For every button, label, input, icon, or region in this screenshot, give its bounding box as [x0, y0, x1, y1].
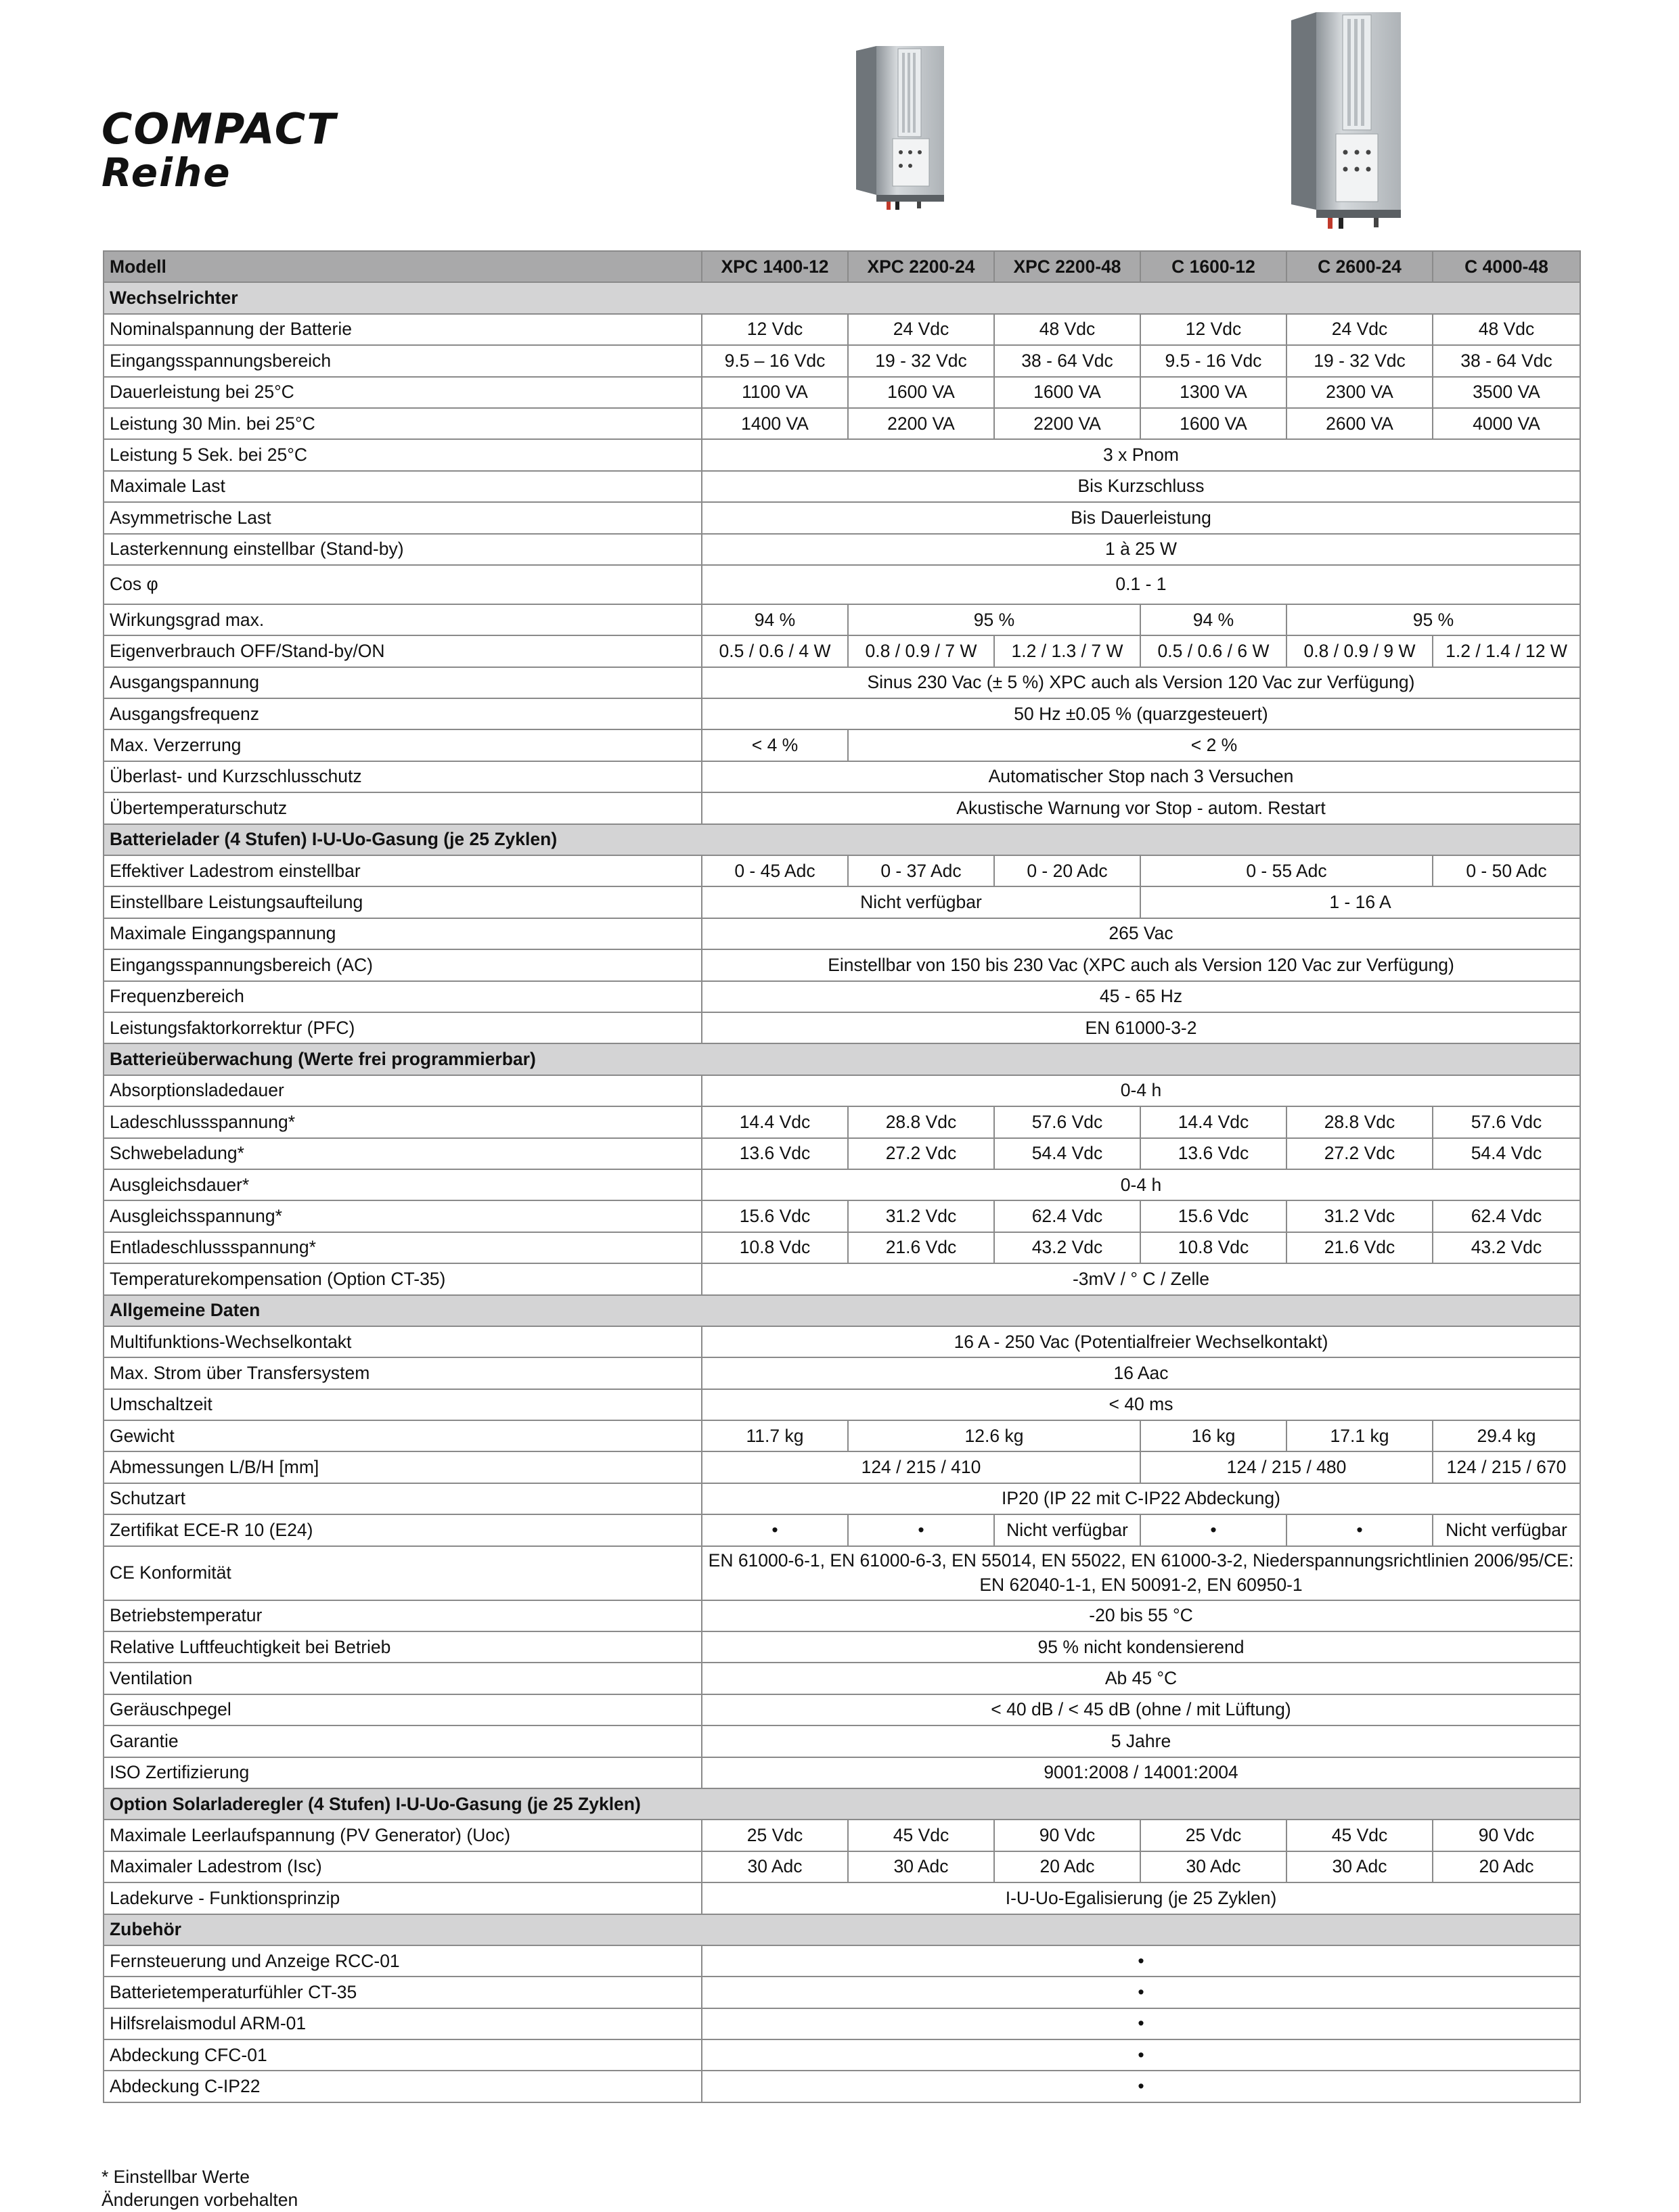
row-value: Sinus 230 Vac (± 5 %) XPC auch als Version 120 Vac zur Verfügung) [702, 667, 1580, 698]
row-value: 2200 VA [994, 408, 1140, 439]
row-value: EN 61000-6-1, EN 61000-6-3, EN 55014, EN 55022, EN 61000-3-2, Niederspannungsrichtlinien 2006/95/CE: EN 62040-1-1, EN 50091-2, EN 60950-1 [702, 1546, 1580, 1600]
row-label: Umschaltzeit [104, 1389, 702, 1420]
row-label: Maximale Leerlaufspannung (PV Generator) (Uoc) [104, 1820, 702, 1851]
row-label: Entladeschlussspannung* [104, 1232, 702, 1263]
row-value: 0 - 20 Adc [994, 855, 1140, 886]
table-row [104, 1483, 1580, 1514]
section-title: Batterielader (4 Stufen) I-U-Uo-Gasung (je 25 Zyklen) [104, 824, 1580, 855]
row-label: Max. Verzerrung [104, 729, 702, 761]
table-row [104, 345, 1580, 376]
table-row [104, 502, 1580, 533]
row-label: Eingangsspannungsbereich (AC) [104, 949, 702, 980]
row-value: 30 Adc [1286, 1851, 1433, 1882]
row-value: 95 % nicht kondensierend [702, 1631, 1580, 1663]
row-label: Dauerleistung bei 25°C [104, 377, 702, 408]
section-header-row [104, 824, 1580, 855]
row-value: 9.5 – 16 Vdc [702, 345, 848, 376]
row-label: Leistung 5 Sek. bei 25°C [104, 439, 702, 470]
row-label: Betriebstemperatur [104, 1600, 702, 1631]
row-value: 13.6 Vdc [1140, 1138, 1286, 1169]
row-value: 0 - 37 Adc [848, 855, 994, 886]
row-label: Maximale Eingangspannung [104, 918, 702, 949]
row-value: 12.6 kg [848, 1420, 1140, 1451]
row-value: 31.2 Vdc [848, 1200, 994, 1232]
table-row [104, 1232, 1580, 1263]
row-value: 1 - 16 A [1140, 886, 1580, 918]
row-value: 265 Vac [702, 918, 1580, 949]
row-value: 29.4 kg [1433, 1420, 1580, 1451]
row-label: Fernsteuerung und Anzeige RCC-01 [104, 1945, 702, 1977]
inverter-small-photo [849, 41, 951, 210]
column-header-model: Modell [104, 251, 702, 282]
row-label: Ausgleichsspannung* [104, 1200, 702, 1232]
row-label: Wirkungsgrad max. [104, 604, 702, 635]
row-value: 43.2 Vdc [994, 1232, 1140, 1263]
row-value: 45 Vdc [1286, 1820, 1433, 1851]
table-row [104, 2039, 1580, 2071]
row-label: Abmessungen L/B/H [mm] [104, 1451, 702, 1483]
row-value: 124 / 215 / 480 [1140, 1451, 1433, 1483]
row-value: 57.6 Vdc [1433, 1106, 1580, 1137]
row-label: Absorptionsladedauer [104, 1075, 702, 1106]
row-value: 11.7 kg [702, 1420, 848, 1451]
table-row [104, 1420, 1580, 1451]
row-value: 1100 VA [702, 377, 848, 408]
row-value: 43.2 Vdc [1433, 1232, 1580, 1263]
row-label: Lasterkennung einstellbar (Stand-by) [104, 534, 702, 565]
row-value: 0 - 55 Adc [1140, 855, 1433, 886]
table-row [104, 1514, 1580, 1545]
table-row [104, 314, 1580, 345]
section-header-row [104, 1788, 1580, 1820]
row-value: 28.8 Vdc [1286, 1106, 1433, 1137]
row-value: 20 Adc [1433, 1851, 1580, 1882]
table-row [104, 1851, 1580, 1882]
row-value: 50 Hz ±0.05 % (quarzgesteuert) [702, 698, 1580, 729]
row-label: Multifunktions-Wechselkontakt [104, 1326, 702, 1357]
row-label: Abdeckung CFC-01 [104, 2039, 702, 2071]
row-label: Schwebeladung* [104, 1138, 702, 1169]
row-label: Maximaler Ladestrom (Isc) [104, 1851, 702, 1882]
table-row [104, 1169, 1580, 1200]
row-value: • [1140, 1514, 1286, 1545]
row-value: • [702, 2008, 1580, 2039]
row-value: 1 à 25 W [702, 534, 1580, 565]
row-value: 45 Vdc [848, 1820, 994, 1851]
row-value: 2200 VA [848, 408, 994, 439]
table-row [104, 471, 1580, 502]
row-label: Ausgangspannung [104, 667, 702, 698]
row-label: Eigenverbrauch OFF/Stand-by/ON [104, 635, 702, 667]
row-value: 62.4 Vdc [1433, 1200, 1580, 1232]
specification-table [103, 250, 1581, 2103]
row-label: Abdeckung C-IP22 [104, 2071, 702, 2102]
row-value: 21.6 Vdc [1286, 1232, 1433, 1263]
footnote-adjustable: * Einstellbar Werte [102, 2167, 250, 2187]
row-value: I-U-Uo-Egalisierung (je 25 Zyklen) [702, 1882, 1580, 1914]
row-value: 48 Vdc [1433, 314, 1580, 345]
row-label: Ausgangsfrequenz [104, 698, 702, 729]
footnote-changes-reserved: Änderungen vorbehalten [102, 2190, 298, 2211]
row-value: 27.2 Vdc [1286, 1138, 1433, 1169]
row-value: 94 % [1140, 604, 1286, 635]
table-row [104, 1820, 1580, 1851]
row-value: 0.8 / 0.9 / 9 W [1286, 635, 1433, 667]
row-value: 90 Vdc [1433, 1820, 1580, 1851]
row-value: • [702, 2039, 1580, 2071]
table-row [104, 1326, 1580, 1357]
row-value: 0-4 h [702, 1169, 1580, 1200]
table-row [104, 1694, 1580, 1725]
section-title: Batterieüberwachung (Werte frei programmierbar) [104, 1043, 1580, 1075]
row-label: Ladekurve - Funktionsprinzip [104, 1882, 702, 1914]
row-value: 124 / 215 / 410 [702, 1451, 1140, 1483]
row-value: 15.6 Vdc [702, 1200, 848, 1232]
row-value: 124 / 215 / 670 [1433, 1451, 1580, 1483]
row-value: Einstellbar von 150 bis 230 Vac (XPC auch als Version 120 Vac zur Verfügung) [702, 949, 1580, 980]
row-value: 16 kg [1140, 1420, 1286, 1451]
row-value: 1.2 / 1.3 / 7 W [994, 635, 1140, 667]
row-value: 1400 VA [702, 408, 848, 439]
row-value: EN 61000-3-2 [702, 1012, 1580, 1043]
section-header-row [104, 1043, 1580, 1075]
table-row [104, 2071, 1580, 2102]
row-value: 16 A - 250 Vac (Potentialfreier Wechselkontakt) [702, 1326, 1580, 1357]
row-value: 1600 VA [848, 377, 994, 408]
row-value: 0.5 / 0.6 / 4 W [702, 635, 848, 667]
row-value: 38 - 64 Vdc [1433, 345, 1580, 376]
table-row [104, 667, 1580, 698]
row-value: 16 Aac [702, 1357, 1580, 1389]
row-value: < 2 % [848, 729, 1580, 761]
section-header-row [104, 282, 1580, 313]
title-line-1: COMPACT [102, 104, 337, 154]
table-row [104, 1075, 1580, 1106]
table-row [104, 635, 1580, 667]
table-row [104, 1663, 1580, 1694]
row-label: Relative Luftfeuchtigkeit bei Betrieb [104, 1631, 702, 1663]
row-value: 10.8 Vdc [702, 1232, 848, 1263]
row-label: Cos φ [104, 565, 702, 604]
row-value: 12 Vdc [1140, 314, 1286, 345]
table-row [104, 1882, 1580, 1914]
row-value: • [1286, 1514, 1433, 1545]
section-title: Option Solarladeregler (4 Stufen) I-U-Uo-Gasung (je 25 Zyklen) [104, 1788, 1580, 1820]
table-row [104, 1631, 1580, 1663]
row-value: 31.2 Vdc [1286, 1200, 1433, 1232]
row-label: Zertifikat ECE-R 10 (E24) [104, 1514, 702, 1545]
table-row [104, 981, 1580, 1012]
row-label: Ladeschlussspannung* [104, 1106, 702, 1137]
row-value: < 40 ms [702, 1389, 1580, 1420]
row-value: 9.5 - 16 Vdc [1140, 345, 1286, 376]
row-value: 19 - 32 Vdc [1286, 345, 1433, 376]
row-value: 5 Jahre [702, 1725, 1580, 1757]
row-label: Ausgleichsdauer* [104, 1169, 702, 1200]
row-label: Temperaturekompensation (Option CT-35) [104, 1263, 702, 1294]
row-value: 0.1 - 1 [702, 565, 1580, 604]
row-value: 38 - 64 Vdc [994, 345, 1140, 376]
row-value: 2600 VA [1286, 408, 1433, 439]
row-value: 95 % [1286, 604, 1580, 635]
row-value: 20 Adc [994, 1851, 1140, 1882]
row-value: Bis Dauerleistung [702, 502, 1580, 533]
row-label: Gewicht [104, 1420, 702, 1451]
row-value: 13.6 Vdc [702, 1138, 848, 1169]
row-value: 94 % [702, 604, 848, 635]
row-label: Frequenzbereich [104, 981, 702, 1012]
table-row [104, 1725, 1580, 1757]
table-row [104, 1263, 1580, 1294]
row-value: -3mV / ° C / Zelle [702, 1263, 1580, 1294]
row-value: • [702, 1514, 848, 1545]
row-value: 24 Vdc [848, 314, 994, 345]
row-value: 12 Vdc [702, 314, 848, 345]
row-value: IP20 (IP 22 mit C-IP22 Abdeckung) [702, 1483, 1580, 1514]
table-row [104, 1600, 1580, 1631]
row-value: 30 Adc [848, 1851, 994, 1882]
row-value: 10.8 Vdc [1140, 1232, 1286, 1263]
table-row [104, 698, 1580, 729]
row-value: 45 - 65 Hz [702, 981, 1580, 1012]
row-value: Bis Kurzschluss [702, 471, 1580, 502]
row-label: ISO Zertifizierung [104, 1757, 702, 1788]
section-header-row [104, 1295, 1580, 1326]
row-value: 17.1 kg [1286, 1420, 1433, 1451]
table-row [104, 1012, 1580, 1043]
table-row [104, 918, 1580, 949]
row-value: • [702, 1977, 1580, 2008]
table-row [104, 1451, 1580, 1483]
row-value: 3 x Pnom [702, 439, 1580, 470]
table-row [104, 1138, 1580, 1169]
row-value: 2300 VA [1286, 377, 1433, 408]
column-header-model-name: XPC 2200-24 [848, 251, 994, 282]
row-value: 0.8 / 0.9 / 7 W [848, 635, 994, 667]
table-row [104, 792, 1580, 823]
row-value: 0.5 / 0.6 / 6 W [1140, 635, 1286, 667]
row-value: < 4 % [702, 729, 848, 761]
row-value: 0 - 50 Adc [1433, 855, 1580, 886]
row-value: 21.6 Vdc [848, 1232, 994, 1263]
table-row [104, 886, 1580, 918]
table-row [104, 1945, 1580, 1977]
row-value: 15.6 Vdc [1140, 1200, 1286, 1232]
row-value: 1.2 / 1.4 / 12 W [1433, 635, 1580, 667]
column-header-model-name: XPC 2200-48 [994, 251, 1140, 282]
row-label: Max. Strom über Transfersystem [104, 1357, 702, 1389]
row-value: 25 Vdc [702, 1820, 848, 1851]
row-value: 14.4 Vdc [1140, 1106, 1286, 1137]
page-title [102, 104, 337, 196]
row-label: Maximale Last [104, 471, 702, 502]
row-value: 48 Vdc [994, 314, 1140, 345]
column-header-model-name: XPC 1400-12 [702, 251, 848, 282]
table-row [104, 439, 1580, 470]
table-row [104, 1389, 1580, 1420]
row-value: 30 Adc [702, 1851, 848, 1882]
row-label: Schutzart [104, 1483, 702, 1514]
row-value: 30 Adc [1140, 1851, 1286, 1882]
row-value: 9001:2008 / 14001:2004 [702, 1757, 1580, 1788]
row-label: Garantie [104, 1725, 702, 1757]
row-value: 1300 VA [1140, 377, 1286, 408]
row-value: 3500 VA [1433, 377, 1580, 408]
table-row [104, 729, 1580, 761]
column-header-model-name: C 4000-48 [1433, 251, 1580, 282]
section-title: Zubehör [104, 1914, 1580, 1945]
row-label: Einstellbare Leistungsaufteilung [104, 886, 702, 918]
row-label: Geräuschpegel [104, 1694, 702, 1725]
row-value: 0 - 45 Adc [702, 855, 848, 886]
row-value: 95 % [848, 604, 1140, 635]
table-row [104, 1357, 1580, 1389]
table-row [104, 1546, 1580, 1600]
section-title: Allgemeine Daten [104, 1295, 1580, 1326]
row-value: 0-4 h [702, 1075, 1580, 1106]
row-value: 62.4 Vdc [994, 1200, 1140, 1232]
table-row [104, 604, 1580, 635]
row-value: 1600 VA [994, 377, 1140, 408]
row-value: 4000 VA [1433, 408, 1580, 439]
table-row [104, 855, 1580, 886]
row-value: Nicht verfügbar [994, 1514, 1140, 1545]
row-value: Akustische Warnung vor Stop - autom. Restart [702, 792, 1580, 823]
table-row [104, 1977, 1580, 2008]
footnotes [102, 2165, 298, 2212]
row-value: 14.4 Vdc [702, 1106, 848, 1137]
column-header-model-name: C 1600-12 [1140, 251, 1286, 282]
row-value: 28.8 Vdc [848, 1106, 994, 1137]
table-row [104, 377, 1580, 408]
table-row [104, 1200, 1580, 1232]
row-label: Leistungsfaktorkorrektur (PFC) [104, 1012, 702, 1043]
row-value: 54.4 Vdc [994, 1138, 1140, 1169]
table-row [104, 408, 1580, 439]
row-value: < 40 dB / < 45 dB (ohne / mit Lüftung) [702, 1694, 1580, 1725]
table-row [104, 565, 1580, 604]
row-value: Nicht verfügbar [1433, 1514, 1580, 1545]
table-row [104, 1106, 1580, 1137]
row-value: 24 Vdc [1286, 314, 1433, 345]
row-value: Nicht verfügbar [702, 886, 1140, 918]
table-header-row [104, 251, 1580, 282]
row-label: Eingangsspannungsbereich [104, 345, 702, 376]
row-label: Nominalspannung der Batterie [104, 314, 702, 345]
section-header-row [104, 1914, 1580, 1945]
row-value: 27.2 Vdc [848, 1138, 994, 1169]
row-label: Hilfsrelaismodul ARM-01 [104, 2008, 702, 2039]
row-label: Übertemperaturschutz [104, 792, 702, 823]
table-row [104, 2008, 1580, 2039]
row-value: -20 bis 55 °C [702, 1600, 1580, 1631]
row-label: Überlast- und Kurzschlusschutz [104, 761, 702, 792]
table-row [104, 1757, 1580, 1788]
row-label: Leistung 30 Min. bei 25°C [104, 408, 702, 439]
row-value: • [702, 2071, 1580, 2102]
table-row [104, 949, 1580, 980]
row-value: 19 - 32 Vdc [848, 345, 994, 376]
row-label: Effektiver Ladestrom einstellbar [104, 855, 702, 886]
row-value: 57.6 Vdc [994, 1106, 1140, 1137]
row-label: Ventilation [104, 1663, 702, 1694]
row-value: • [848, 1514, 994, 1545]
table-row [104, 761, 1580, 792]
row-value: 1600 VA [1140, 408, 1286, 439]
row-label: CE Konformität [104, 1546, 702, 1600]
row-value: 54.4 Vdc [1433, 1138, 1580, 1169]
row-label: Asymmetrische Last [104, 502, 702, 533]
inverter-large-photo [1286, 7, 1408, 230]
row-value: 90 Vdc [994, 1820, 1140, 1851]
row-label: Batterietemperaturfühler CT-35 [104, 1977, 702, 2008]
section-title: Wechselrichter [104, 282, 1580, 313]
row-value: Ab 45 °C [702, 1663, 1580, 1694]
column-header-model-name: C 2600-24 [1286, 251, 1433, 282]
row-value: • [702, 1945, 1580, 1977]
title-line-2: Reihe [102, 150, 231, 196]
table-row [104, 534, 1580, 565]
row-value: 25 Vdc [1140, 1820, 1286, 1851]
row-value: Automatischer Stop nach 3 Versuchen [702, 761, 1580, 792]
